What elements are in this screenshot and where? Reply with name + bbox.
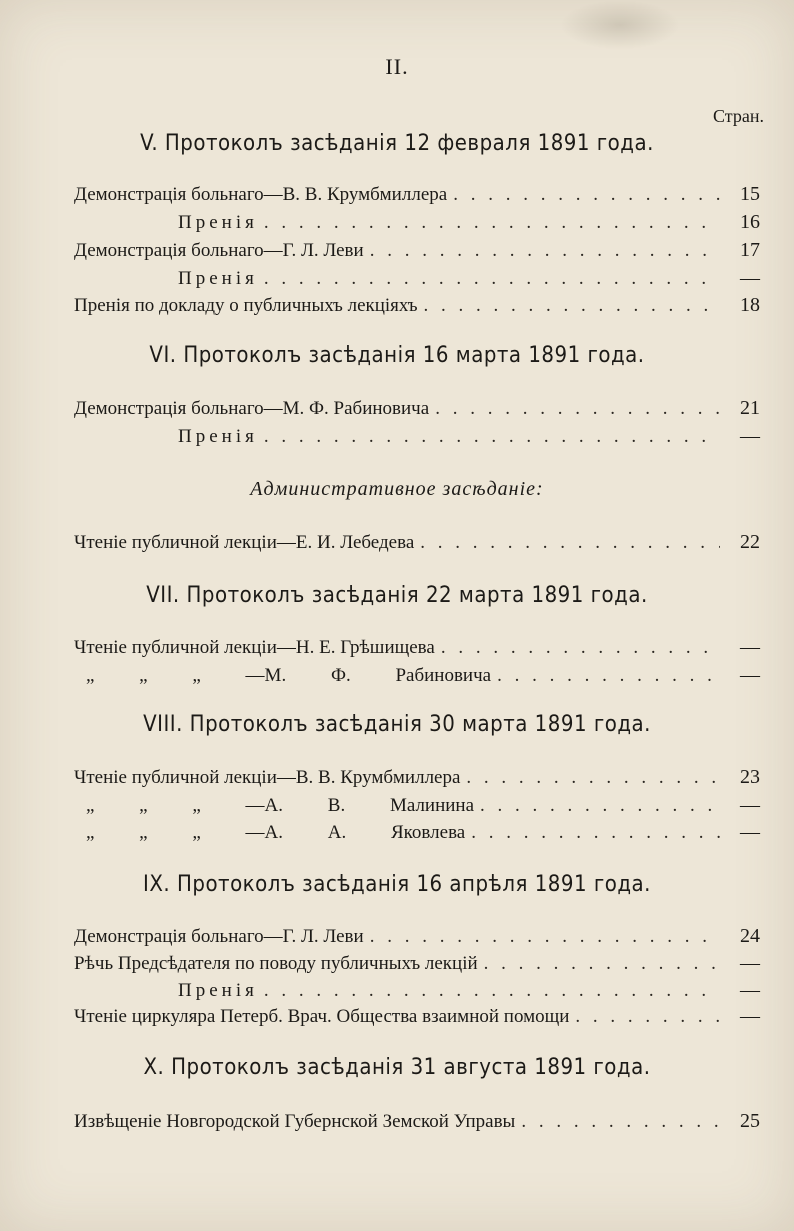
leader-dots <box>424 295 720 317</box>
entry-page: 22 <box>740 531 760 553</box>
entry-page: — <box>740 1005 760 1027</box>
entry-label: Демонстрація больнаго—М. Ф. Рабиновича <box>74 398 430 419</box>
entry-page: 18 <box>740 294 760 316</box>
toc-entry[interactable] <box>178 979 760 1007</box>
toc-entry[interactable] <box>86 664 760 692</box>
toc-entry[interactable] <box>178 267 760 295</box>
toc-entry[interactable] <box>74 294 760 322</box>
entry-page: 25 <box>740 1110 760 1132</box>
entry-page: 21 <box>740 397 760 419</box>
entry-label: Извѣщеніе Новгородской Губернской Земской Управы <box>74 1111 516 1132</box>
toc-entry[interactable] <box>86 794 760 822</box>
section-title: VIII. Протоколъ засѣданія 30 марта 1891 года. <box>143 712 651 737</box>
leader-dots <box>521 1111 720 1133</box>
entry-label: Чтеніе публичной лекціи—Н. Е. Грѣшищева <box>74 637 435 658</box>
leader-dots <box>264 426 720 448</box>
leader-dots <box>264 268 720 290</box>
leader-dots <box>471 822 720 844</box>
leader-dots <box>575 1006 720 1028</box>
toc-entry[interactable] <box>74 397 760 425</box>
toc-entry[interactable] <box>74 766 760 794</box>
entry-label: „ „ „ —А. В. Малинина <box>86 795 475 816</box>
leader-dots <box>480 795 720 817</box>
leader-dots <box>264 980 720 1002</box>
entry-page: — <box>740 425 760 447</box>
entry-page: — <box>740 952 760 974</box>
section-title: VII. Протоколъ засѣданія 22 марта 1891 года. <box>146 583 648 608</box>
section-title: X. Протоколъ засѣданія 31 августа 1891 года. <box>143 1055 651 1080</box>
entry-label: „ „ „ —М. Ф. Рабиновича <box>86 665 492 686</box>
toc-entry[interactable] <box>74 239 760 267</box>
entry-page: — <box>740 794 760 816</box>
toc-entry[interactable] <box>74 952 760 980</box>
section-title: IX. Протоколъ засѣданія 16 апрѣля 1891 года. <box>143 872 651 897</box>
entry-page: — <box>740 267 760 289</box>
section-title: VI. Протоколъ засѣданія 16 марта 1891 года. <box>149 343 645 368</box>
entry-page: 15 <box>740 183 760 205</box>
entry-page: 17 <box>740 239 760 261</box>
leader-dots <box>435 398 720 420</box>
entry-page: 16 <box>740 211 760 233</box>
toc-entry[interactable] <box>178 211 760 239</box>
toc-entry[interactable] <box>86 821 760 849</box>
entry-label: Демонстрація больнаго—Г. Л. Леви <box>74 240 364 261</box>
leader-dots <box>264 212 720 234</box>
entry-page: — <box>740 821 760 843</box>
leader-dots <box>370 240 720 262</box>
leader-dots <box>453 184 720 206</box>
entry-label: Чтеніе публичной лекціи—Е. И. Лебедева <box>74 532 415 553</box>
entry-label: Пренія <box>178 980 258 1001</box>
entry-label: Рѣчь Предсѣдателя по поводу публичныхъ лекцій <box>74 953 478 974</box>
entry-label: Пренія <box>178 268 258 289</box>
entry-label: Пренія <box>178 426 258 447</box>
entry-label: Пренія <box>178 212 258 233</box>
toc-entry[interactable] <box>74 1110 760 1138</box>
section-title: V. Протоколъ засѣданія 12 февраля 1891 года. <box>140 131 654 156</box>
entry-label: „ „ „ —А. А. Яковлева <box>86 822 466 843</box>
entry-page: — <box>740 636 760 658</box>
entry-page: 23 <box>740 766 760 788</box>
toc-entry[interactable] <box>74 1005 760 1033</box>
toc-entry[interactable] <box>178 425 760 453</box>
leader-dots <box>370 926 720 948</box>
entry-page: 24 <box>740 925 760 947</box>
leader-dots <box>420 532 720 554</box>
leader-dots <box>484 953 720 975</box>
entry-label: Демонстрація больнаго—В. В. Крумбмиллера <box>74 184 448 205</box>
toc-entry[interactable] <box>74 183 760 211</box>
entry-label: Чтеніе циркуляра Петерб. Врач. Общества взаимной помощи <box>74 1006 570 1027</box>
paper-stain <box>560 0 680 50</box>
leader-dots <box>441 637 720 659</box>
page-number: II. <box>385 54 409 79</box>
toc-entry[interactable] <box>74 636 760 664</box>
entry-label: Пренія по докладу о публичныхъ лекціяхъ <box>74 295 418 316</box>
subsection-heading: Административное засѣданіе: <box>250 478 544 500</box>
entry-label: Чтеніе публичной лекціи—В. В. Крумбмиллера <box>74 767 461 788</box>
page-column-header: Стран. <box>713 106 764 126</box>
leader-dots <box>466 767 720 789</box>
leader-dots <box>497 665 720 687</box>
entry-page: — <box>740 664 760 686</box>
toc-entry[interactable] <box>74 925 760 953</box>
toc-entry[interactable] <box>74 531 760 559</box>
entry-label: Демонстрація больнаго—Г. Л. Леви <box>74 926 364 947</box>
entry-page: — <box>740 979 760 1001</box>
